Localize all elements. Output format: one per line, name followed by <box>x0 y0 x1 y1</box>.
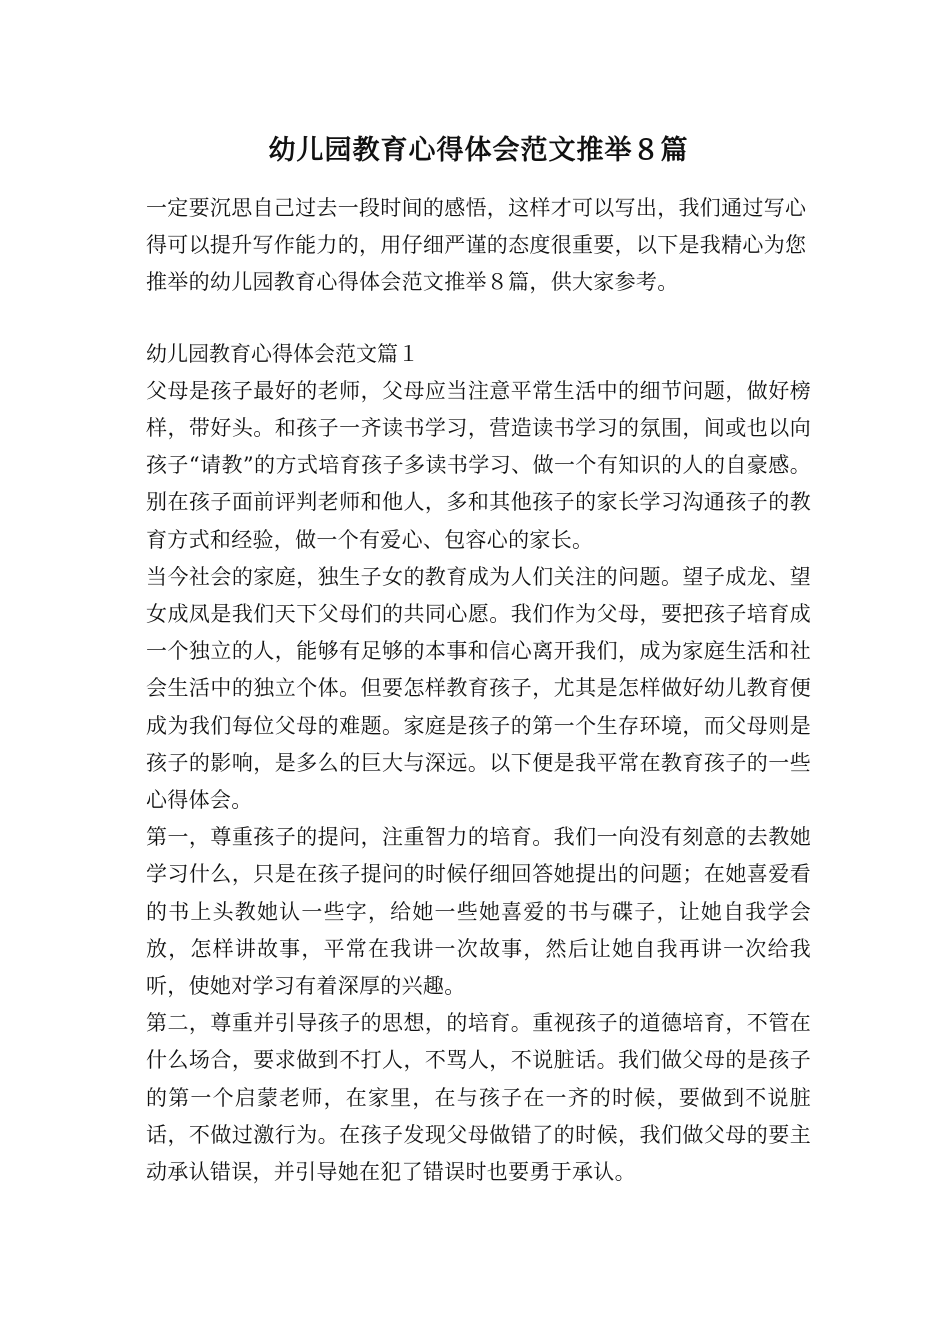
body-paragraph: 当今社会的家庭，独生子女的教育成为人们关注的问题。望子成龙、望女成凤是我们天下父母们的共同心愿。我们作为父母，要把孩子培育成一个独立的人，能够有足够的本事和信心离开我们，成为家庭生活和社会生活中的独立个体。但要怎样教育孩子，尤其是怎样做好幼儿教育便成为我们每位父母的难题。家庭是孩子的第一个生存环境，而父母则是孩子的影响，是多么的巨大与深远。以下便是我平常在教育孩子的一些心得体会。 <box>146 564 811 813</box>
body-paragraph: 第一，尊重孩子的提问，注重智力的培育。我们一向没有刻意的去教她学习什么，只是在孩子提问的时候仔细回答她提出的问题；在她喜爱看的书上头教她认一些字，给她一些她喜爱的书与碟子，让她自我学会放，怎样讲故事，平常在我讲一次故事，然后让她自我再讲一次给我听，使她对学习有着深厚的兴趣。 <box>146 825 811 999</box>
body-paragraph: 第二，尊重并引导孩子的思想，的培育。重视孩子的道德培育，不管在什么场合，要求做到不打人，不骂人，不说脏话。我们做父母的是孩子的第一个启蒙老师，在家里，在与孩子在一齐的时候，要做到不说脏话，不做过激行为。在孩子发现父母做错了的时候，我们做父母的要主动承认错误，并引导她在犯了错误时也要勇于承认。 <box>146 1011 811 1185</box>
document-body <box>146 128 811 1191</box>
section-heading: 幼儿园教育心得体会范文篇１ <box>146 341 419 366</box>
intro-paragraph: 一定要沉思自己过去一段时间的感悟，这样才可以写出，我们通过写心得可以提升写作能力的，用仔细严谨的态度很重要，以下是我精心为您推举的幼儿园教育心得体会范文推举８篇，供大家参考。 <box>146 196 807 295</box>
document-title: 幼儿园教育心得体会范文推举８篇 <box>268 135 689 166</box>
body-paragraph: 父母是孩子最好的老师，父母应当注意平常生活中的细节问题，做好榜样，带好头。和孩子一齐读书学习，营造读书学习的氛围，间或也以向孩子“请教”的方式培育孩子多读书学习、做一个有知识的人的自豪感。别在孩子面前评判老师和他人，多和其他孩子的家长学习沟通孩子的教育方式和经验，做一个有爱心、包容心的家长。 <box>146 378 811 552</box>
